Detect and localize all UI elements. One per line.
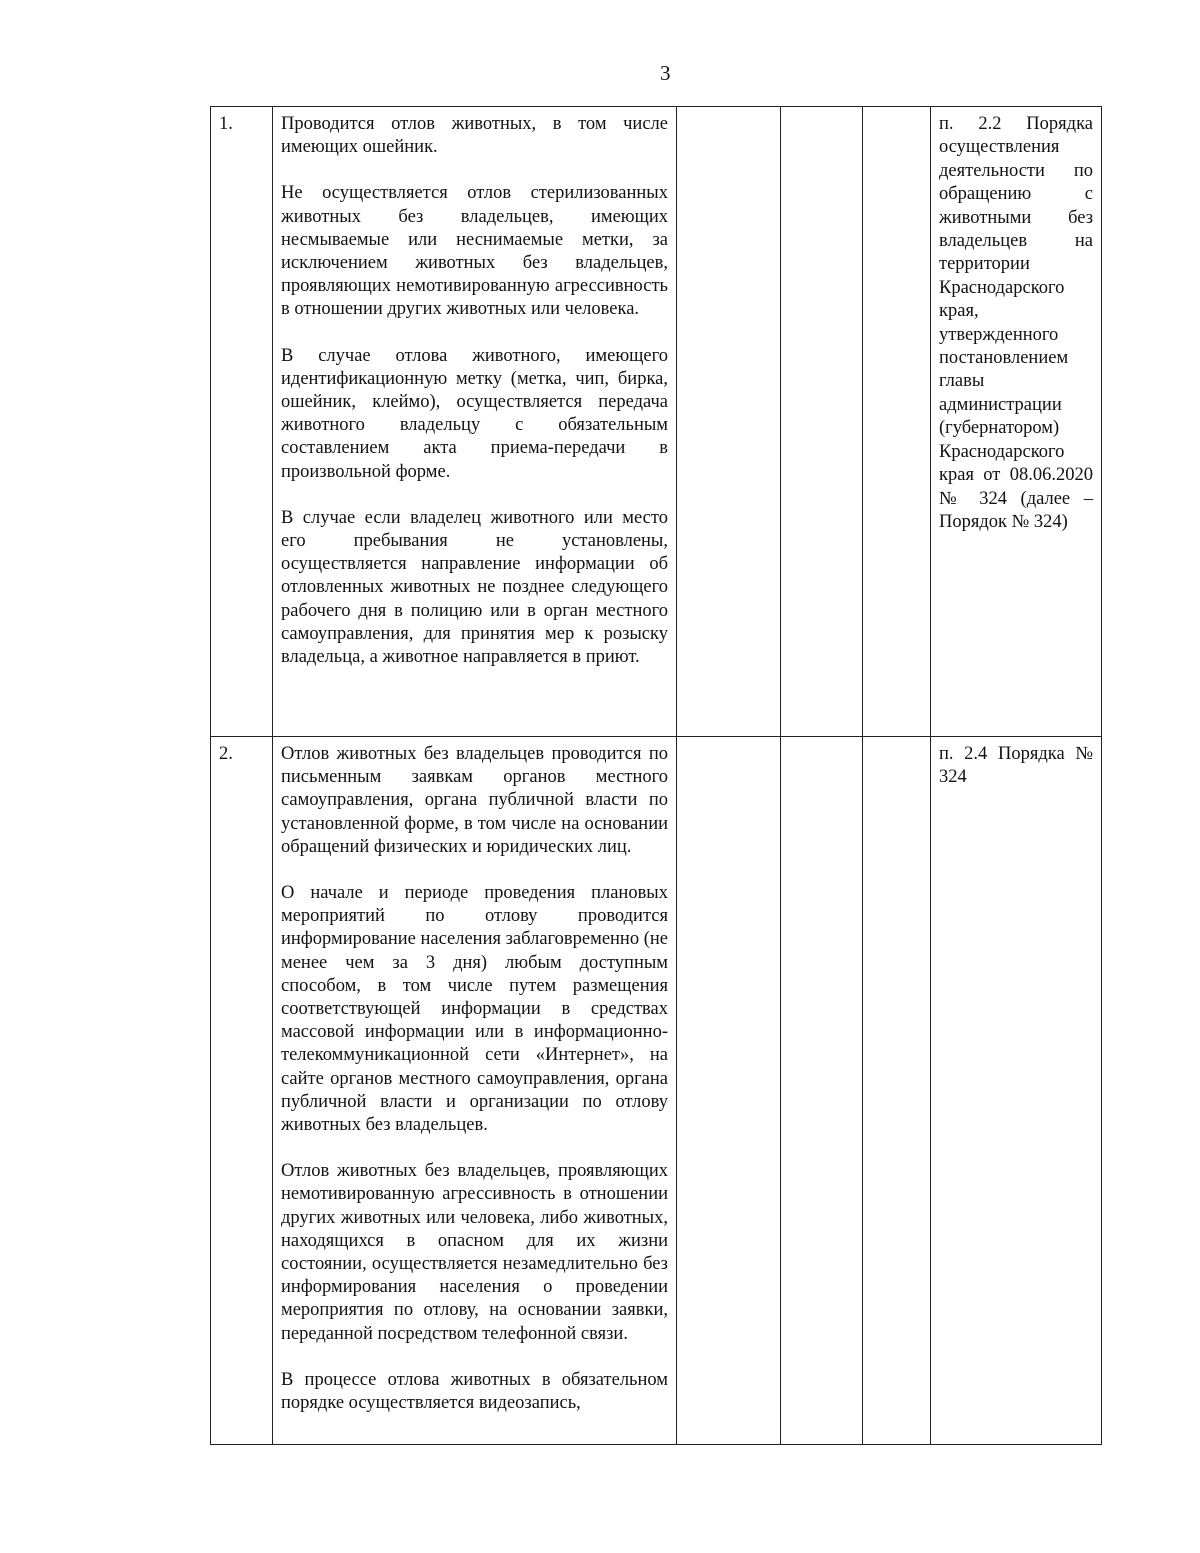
legal-reference: п. 2.2 Порядка осуществления деятельности по обращению с животными без владельцев на территории Краснодарского края, утвержденного постановлением главы администрации (губернатором) Краснодарского края от 08.06.2020 № 324 (далее – Порядок № 324): [931, 107, 1102, 737]
empty-cell: [677, 107, 781, 737]
page-number: 3: [660, 61, 671, 85]
legal-reference: п. 2.4 Порядка № 324: [931, 737, 1102, 1445]
requirement-text: [273, 107, 677, 737]
requirement-paragraph: В случае если владелец животного или место его пребывания не установлены, осуществляется направление информации об отловленных животных не позднее следующего рабочего дня в полицию или в орган местного самоуправления, для принятия мер к розыску владельца, а животное направляется в приют.: [281, 507, 668, 668]
empty-cell: [863, 737, 931, 1445]
requirement-paragraph: Отлов животных без владельцев, проявляющих немотивированную агрессивность в отношении других животных или человека, либо животных, находящихся в опасном для их жизни состоянии, осуществляется незамедлительно без информирования населения о проведении мероприятия по отлову, на основании заявки, переданной посредством телефонной связи.: [281, 1161, 668, 1344]
requirement-paragraph: В случае отлова животного, имеющего идентификационную метку (метка, чип, бирка, ошейник, клеймо), осуществляется передача животного владельцу с обязательным составлением акта приема-передачи в произвольной форме.: [281, 345, 668, 482]
requirements-table: [210, 106, 1102, 1445]
empty-cell: [781, 737, 863, 1445]
table-row: [211, 737, 1102, 1445]
empty-cell: [863, 107, 931, 737]
requirement-paragraph: Не осуществляется отлов стерилизованных животных без владельцев, имеющих несмываемые или неснимаемые метки, за исключением животных без владельцев, проявляющих немотивированную агрессивность в отношении других животных или человека.: [281, 183, 668, 320]
table-row: [211, 107, 1102, 737]
requirement-paragraph: В процессе отлова животных в обязательном порядке осуществляется видеозапись,: [281, 1369, 668, 1414]
row-number: 1.: [211, 107, 273, 737]
requirement-text: [273, 737, 677, 1445]
requirement-paragraph: Проводится отлов животных, в том числе имеющих ошейник.: [281, 114, 668, 158]
row-number: 2.: [211, 737, 273, 1445]
requirement-paragraph: О начале и периоде проведения плановых мероприятий по отлову проводится информирование населения заблаговременно (не менее чем за 3 дня) любым доступным способом, в том числе путем размещения соответствующей информации в средствах массовой информации или в информационно-телекоммуникационной сети «Интернет», на сайте органов местного самоуправления, органа публичной власти и организации по отлову животных без владельцев.: [281, 883, 668, 1136]
empty-cell: [677, 737, 781, 1445]
requirement-paragraph: Отлов животных без владельцев проводится по письменным заявкам органов местного самоуправления, органа публичной власти по установленной форме, в том числе на основании обращений физических и юридических лиц.: [281, 744, 668, 857]
empty-cell: [781, 107, 863, 737]
